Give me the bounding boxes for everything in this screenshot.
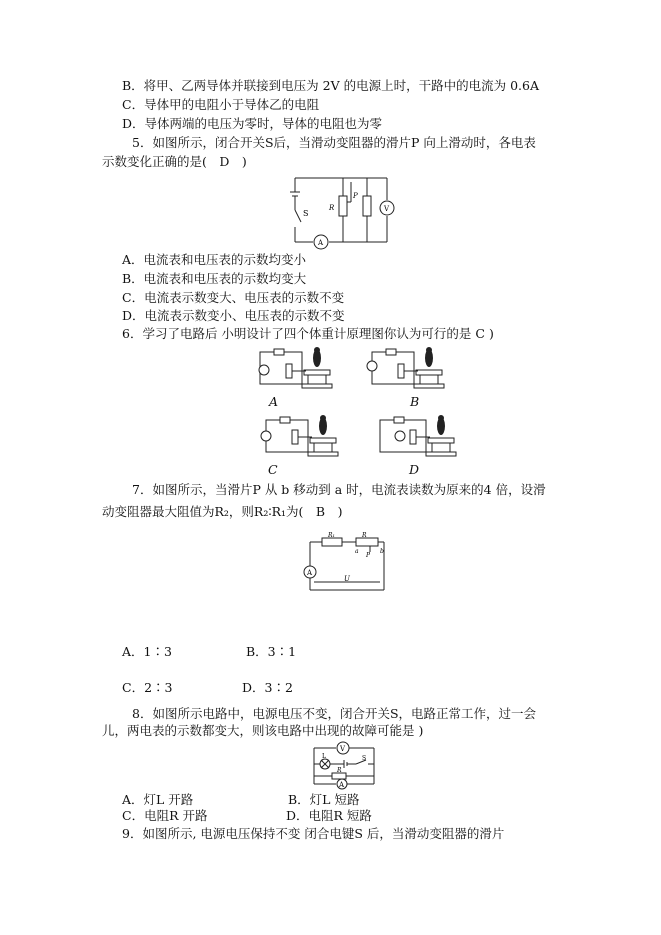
q5-voltmeter-label: V xyxy=(384,205,390,213)
q9-stem-line1: 9．如图所示, 电源电压保持不变 闭合电键S 后，当滑动变阻器的滑片 xyxy=(122,826,505,841)
q8-voltmeter-label: V xyxy=(340,745,346,753)
q5-option-a: A．电流表和电压表的示数均变小 xyxy=(122,252,307,267)
q4-option-c: C．导体甲的电阻小于导体乙的电阻 xyxy=(122,97,320,112)
q6-figure-b xyxy=(360,344,460,392)
q8-option-c: C．电阻R 开路 xyxy=(122,808,208,823)
q8-lamp-label: L xyxy=(322,753,326,760)
q6-figure-d-label: D xyxy=(409,462,420,477)
q7-stem-line2: 动变阻器最大阻值为R₂，则R₂∶R₁为( B ) xyxy=(102,504,343,519)
q5-stem-line1: 5．如图所示，闭合开关S后，当滑动变阻器的滑片P 向上滑动时，各电表 xyxy=(132,135,536,150)
q8-switch-label: S xyxy=(362,755,367,762)
q5-option-b: B．电流表和电压表的示数均变大 xyxy=(122,271,307,286)
q6-figure-c xyxy=(254,412,354,460)
q7-rheostat-label: R xyxy=(362,532,367,539)
q6-figure-b-label: B xyxy=(410,394,420,409)
q4-option-d: D．导体两端的电压为零时，导体的电阻也为零 xyxy=(122,116,383,131)
q6-figure-a-label: A xyxy=(269,394,279,409)
q7-r1-label: R₁ xyxy=(328,532,335,539)
q7-slider-label: P xyxy=(366,552,371,559)
q5-slider-label: P xyxy=(353,192,358,200)
q5-option-c: C．电流表示数变大、电压表的示数不变 xyxy=(122,290,345,305)
q5-rheostat-label: R xyxy=(329,204,335,212)
q4-option-b: B．将甲、乙两导体并联接到电压为 2V 的电源上时，干路中的电流为 0.6A xyxy=(122,78,539,93)
q8-stem-line2: 儿，两电表的示数都变大，则该电路中出现的故障可能是 ) xyxy=(102,723,424,738)
q8-circuit-diagram xyxy=(310,740,378,792)
q6-figure-d xyxy=(372,412,472,460)
q7-option-b: B．3∶1 xyxy=(246,644,297,659)
q7-stem-line1: 7．如图所示，当滑片P 从 b 移动到 a 时，电流表读数为原来的4 倍，设滑 xyxy=(132,482,546,497)
q8-option-b: B．灯L 短路 xyxy=(288,792,360,807)
q7-end-a-label: a xyxy=(355,548,359,555)
q7-option-c: C．2∶3 xyxy=(122,680,173,695)
q8-stem-line1: 8．如图所示电路中，电源电压不变，闭合开关S，电路正常工作，过一会 xyxy=(132,706,537,721)
q5-switch-label: S xyxy=(303,209,309,218)
q5-circuit-diagram xyxy=(285,172,395,250)
q7-option-a: A．1∶3 xyxy=(122,644,172,659)
q5-stem-line2: 示数变化正确的是( D ) xyxy=(102,154,247,169)
q8-ammeter-label: A xyxy=(339,781,345,789)
q7-ammeter-label: A xyxy=(307,569,313,577)
q5-ammeter-label: A xyxy=(318,239,324,247)
q7-option-d: D．3∶2 xyxy=(242,680,293,695)
q7-circuit-diagram xyxy=(300,532,390,596)
q7-voltage-label: U xyxy=(344,575,350,583)
q5-option-d: D．电流表示数变小、电压表的示数不变 xyxy=(122,308,345,323)
q8-resistor-label: R xyxy=(337,767,342,774)
q6-figure-c-label: C xyxy=(268,462,278,477)
q8-option-d: D．电阻R 短路 xyxy=(286,808,372,823)
q7-end-b-label: b xyxy=(380,548,384,555)
q6-figure-a xyxy=(248,344,348,392)
q6-stem: 6．学习了电路后 小明设计了四个体重计原理图你认为可行的是 C ) xyxy=(122,326,494,341)
q8-option-a: A．灯L 开路 xyxy=(122,792,194,807)
